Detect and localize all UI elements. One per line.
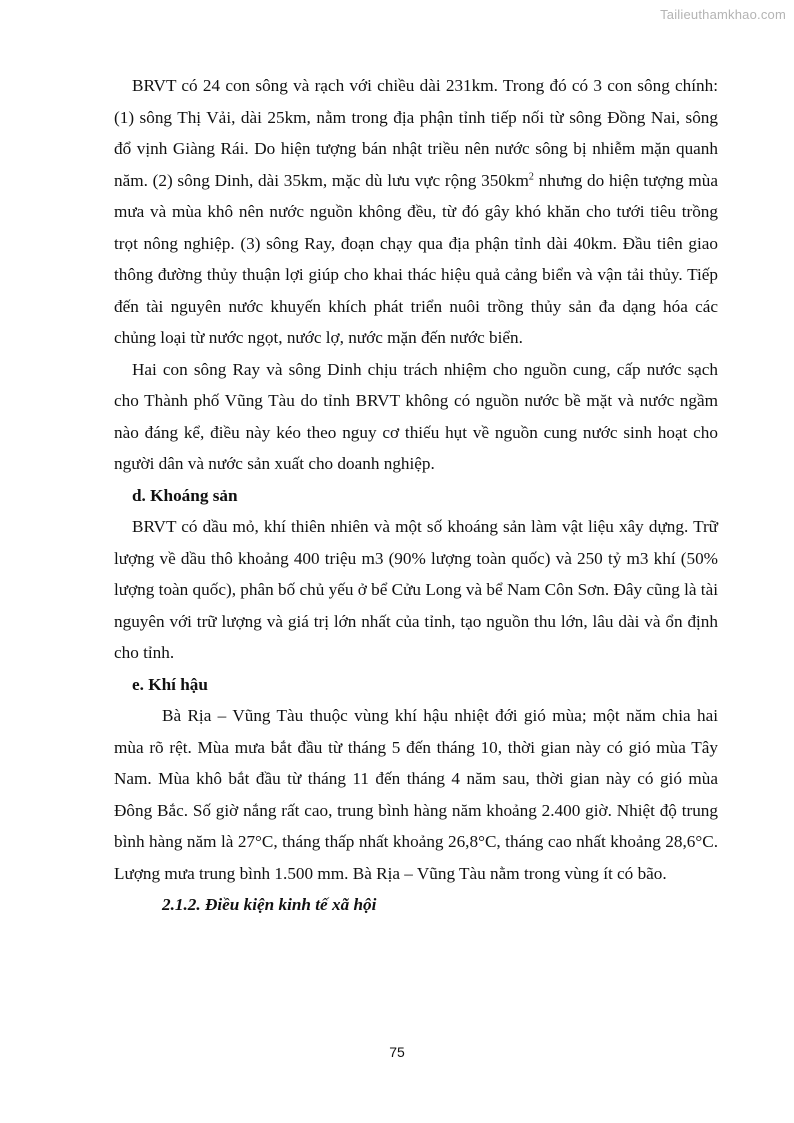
watermark-text: Tailieuthamkhao.com: [660, 7, 786, 22]
paragraph-rivers: [114, 70, 718, 354]
paragraph-minerals: BRVT có dầu mỏ, khí thiên nhiên và một số khoáng sản làm vật liệu xây dựng. Trữ lượng về dầu thô khoảng 400 triệu m3 (90% lượng toàn quốc) và 250 tỷ m3 khí (50% lượng toàn quốc), phân bố chủ yếu ở bể Cửu Long và bể Nam Côn Sơn. Đây cũng là tài nguyên với trữ lượng và giá trị lớn nhất của tỉnh, tạo nguồn thu lớn, lâu dài và ổn định cho tỉnh.: [114, 517, 718, 662]
heading-minerals: d. Khoáng sản: [132, 485, 238, 505]
paragraph-rivers-text-2: nhưng do hiện tượng mùa mưa và mùa khô nên nước nguồn không đều, từ đó gây khó khăn cho tưới tiêu trồng trọt nông nghiệp. (3) sông Ray, đoạn chạy qua địa phận tỉnh dài 40km. Đầu tiên giao thông đường thủy thuận lợi giúp cho khai thác hiệu quả cảng biển và vận tải thủy. Tiếp đến tài nguyên nước khuyến khích phát triển nuôi trồng thủy sản đa dạng hóa các chủng loại từ nước ngọt, nước lợ, nước mặn đến nước biển.: [114, 170, 718, 347]
paragraph-rivers-text-1: BRVT có 24 con sông và rạch với chiều dài 231km. Trong đó có 3 con sông chính: (1) sông Thị Vải, dài 25km, nằm trong địa phận tỉnh tiếp nối từ sông Đồng Nai, sông đổ vịnh Giàng Rái. Do hiện tượng bán nhật triều nên nước sông bị nhiễm mặn quanh năm. (2) sông Dinh, dài 35km, mặc dù lưu vực rộng 350km: [114, 76, 718, 190]
document-body: [114, 70, 718, 921]
paragraph-climate: Bà Rịa – Vũng Tàu thuộc vùng khí hậu nhiệt đới gió mùa; một năm chia hai mùa rõ rệt. Mùa mưa bắt đầu từ tháng 5 đến tháng 10, thời gian này có gió mùa Tây Nam. Mùa khô bắt đầu từ tháng 11 đến tháng 4 năm sau, thời gian này có gió mùa Đông Bắc. Số giờ nắng rất cao, trung bình hàng năm khoảng 2.400 giờ. Nhiệt độ trung bình hàng năm là 27°C, tháng thấp nhất khoảng 26,8°C, tháng cao nhất khoảng 28,6°C. Lượng mưa trung bình 1.500 mm. Bà Rịa – Vũng Tàu nằm trong vùng ít có bão.: [114, 706, 718, 883]
page-number: 75: [389, 1044, 405, 1060]
superscript-2: 2: [528, 170, 534, 182]
heading-climate: e. Khí hậu: [132, 674, 208, 694]
heading-socioeconomic: 2.1.2. Điều kiện kinh tế xã hội: [162, 895, 377, 914]
paragraph-water-supply: Hai con sông Ray và sông Dinh chịu trách nhiệm cho nguồn cung, cấp nước sạch cho Thành phố Vũng Tàu do tỉnh BRVT không có nguồn nước bề mặt và nước ngầm nào đáng kể, điều này kéo theo nguy cơ thiếu hụt về nguồn cung nước sinh hoạt cho người dân và nước sản xuất cho doanh nghiệp.: [114, 359, 718, 473]
